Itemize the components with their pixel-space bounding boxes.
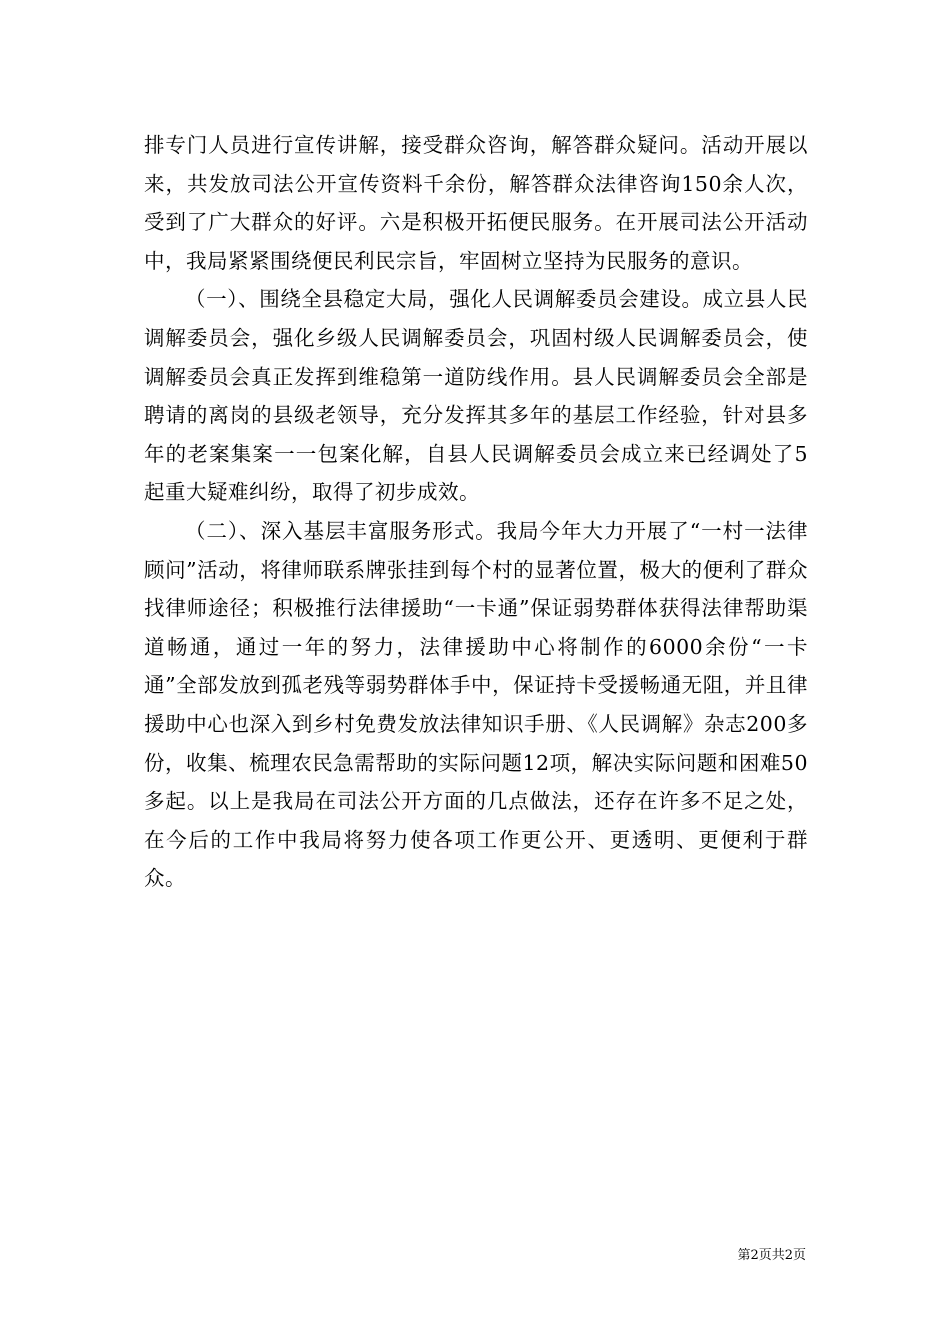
page-number: 第2页共2页 — [737, 1248, 806, 1263]
paragraph-section-two: （二）、深入基层丰富服务形式。我局今年大力开展了“一村一法律顾问”活动，将律师联系牌张挂到每个村的显著位置，极大的便利了群众找律师途径；积极推行法律援助“一卡通”保证弱势群体获得法律帮助渠道畅通，通过一年的努力，法律援助中心将制作的6000余份“一卡通”全部发放到孤老残等弱势群体手中，保证持卡受援畅通无阻，并且律援助中心也深入到乡村免费发放法律知识手册、《人民调解》杂志200多份，收集、梳理农民急需帮助的实际问题12项，解决实际问题和困难50多起。以上是我局在司法公开方面的几点做法，还存在许多不足之处，在今后的工作中我局将努力使各项工作更公开、更透明、更便利于群众。 — [144, 518, 808, 891]
document-body — [144, 126, 808, 898]
paragraph-section-one: （一）、围绕全县稳定大局，强化人民调解委员会建设。成立县人民调解委员会，强化乡级人民调解委员会，巩固村级人民调解委员会，使调解委员会真正发挥到维稳第一道防线作用。县人民调解委员会全部是聘请的离岗的县级老领导，充分发挥其多年的基层工作经验，针对县多年的老案集案一一包案化解，自县人民调解委员会成立来已经调处了5起重大疑难纠纷，取得了初步成效。 — [144, 287, 808, 505]
paragraph-continuation: 排专门人员进行宣传讲解，接受群众咨询，解答群众疑问。活动开展以来，共发放司法公开宣传资料千余份，解答群众法律咨询150余人次，受到了广大群众的好评。六是积极开拓便民服务。在开展司法公开活动中，我局紧紧围绕便民利民宗旨，牢固树立坚持为民服务的意识。 — [144, 133, 808, 273]
